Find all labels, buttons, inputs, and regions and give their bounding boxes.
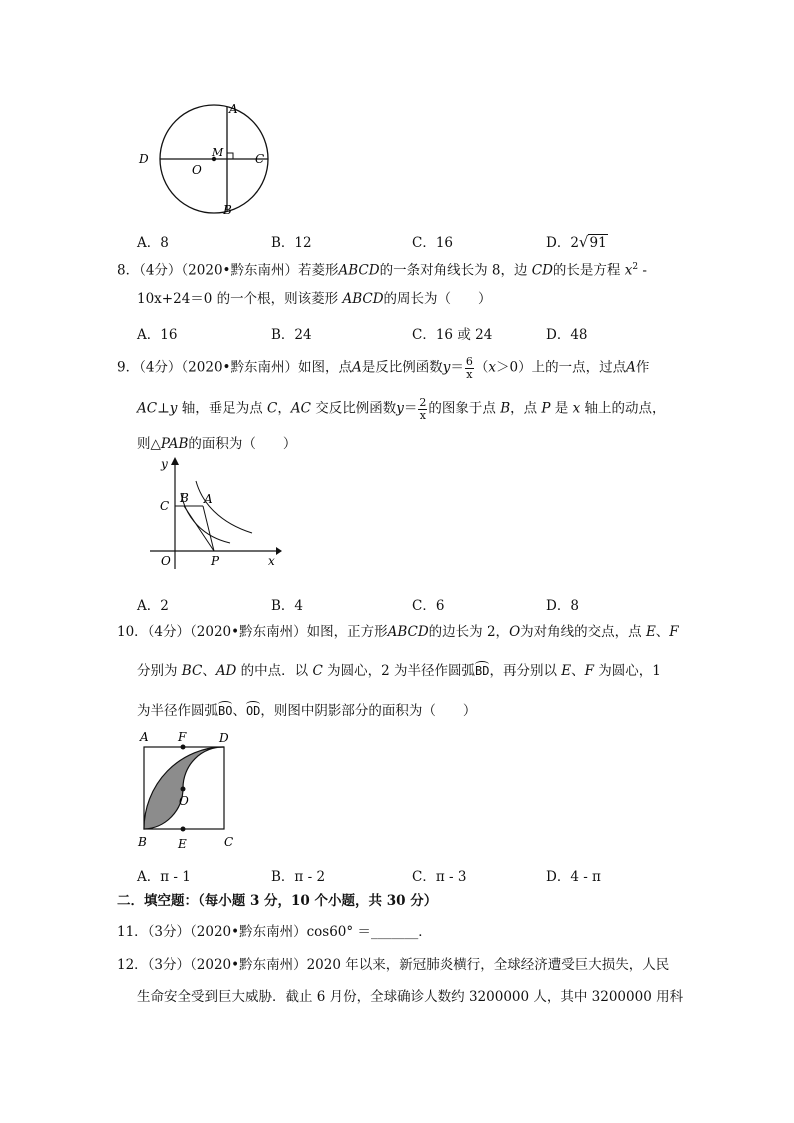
- radicand: 91: [589, 235, 607, 251]
- label-o: O: [161, 554, 171, 568]
- q10-option-d: D．4 - π: [546, 869, 601, 885]
- point-f: [181, 745, 186, 750]
- q7-option-d: D．2√91: [546, 233, 607, 251]
- label-b: B: [138, 835, 147, 849]
- q10-square-figure: [134, 728, 244, 854]
- label-y: y: [161, 457, 168, 471]
- q9-option-d: D．8: [546, 598, 579, 614]
- q11-line: 11．（3分）（2020•黔东南州）cos60° ＝_______．: [117, 924, 432, 940]
- fraction-2-over-x: $\frac{2}{x}$: [419, 396, 427, 422]
- q9-option-b: B．4: [271, 598, 304, 614]
- q7-option-a: A．8: [137, 235, 169, 251]
- q10-line1: 10．（4分）（2020•黔东南州）如图，正方形ABCD的边长为 2，O为对角线的交点，点 E、F: [117, 624, 679, 640]
- section-heading: 二．填空题：（每小题 3 分，10 个小题，共 30 分）: [117, 893, 438, 909]
- label-c: C: [224, 835, 234, 849]
- point-o: [181, 787, 186, 792]
- q8-line1: 8．（4分）（2020•黔东南州）若菱形ABCD的一条对角线长为 8，边 CD的长是方程 $x^2$ -: [117, 262, 647, 279]
- segment-ap: [203, 506, 214, 551]
- sqrt-sign: √: [578, 233, 589, 251]
- label-d: D: [219, 731, 229, 745]
- y-axis-arrow: [171, 457, 179, 465]
- label-d: D: [139, 152, 149, 166]
- label-c: C: [160, 499, 170, 513]
- x-axis-arrow: [276, 547, 282, 555]
- q10-line2: 分别为 BC、AD 的中点．以 C 为圆心，2 为半径作圆弧BD，再分别以 E、F 为圆心，1: [137, 663, 661, 679]
- q8-option-d: D．48: [546, 327, 588, 343]
- label-a: A: [140, 730, 149, 744]
- q9-line1: 9．（4分）（2020•黔东南州）如图，点A是反比例函数y＝ $\frac{6}{x}$ （x＞0）上的一点，过点A作: [117, 355, 650, 381]
- q12-line1: 12．（3分）（2020•黔东南州）2020 年以来，新冠肺炎横行，全球经济遭受巨大损失，人民: [117, 957, 670, 973]
- q8-line2: 10x+24＝0 的一个根，则该菱形 ABCD的周长为（ ）: [137, 291, 492, 307]
- q8-option-b: B．24: [271, 327, 312, 343]
- q9-option-a: A．2: [137, 598, 169, 614]
- label-a: A: [204, 492, 213, 506]
- q7-circle-figure: [135, 100, 285, 220]
- q10-option-b: B．π - 2: [271, 869, 326, 885]
- label-x: x: [268, 554, 275, 568]
- q10-option-a: A．π - 1: [137, 869, 191, 885]
- arc-od: OD: [245, 704, 261, 718]
- label-a: A: [229, 102, 238, 116]
- q9-option-c: C．6: [412, 598, 445, 614]
- segment-bp: [184, 506, 214, 551]
- label-o: O: [179, 794, 189, 808]
- q9-graph-figure: [150, 455, 285, 573]
- q9-line2: AC⊥y 轴，垂足为点 C，AC 交反比例函数y＝ $\frac{2}{x}$ 的图象于点 B，点 P 是 x 轴上的动点，: [137, 396, 666, 422]
- label-e: E: [178, 837, 187, 851]
- q9-line3: 则△PAB的面积为（ ）: [137, 436, 297, 452]
- q12-line2: 生命安全受到巨大威胁．截止 6 月份，全球确诊人数约 3200000 人，其中 3200000 用科: [137, 989, 684, 1005]
- fraction-6-over-x: $\frac{6}{x}$: [465, 355, 473, 381]
- arc-bd: BD: [475, 664, 490, 678]
- right-angle-mark: [227, 153, 233, 159]
- label-b: B: [223, 203, 232, 217]
- label-o: O: [192, 163, 202, 177]
- point-e: [181, 827, 186, 832]
- label-f: F: [178, 730, 187, 744]
- arc-bo: BO: [218, 704, 233, 718]
- q7-option-b: B．12: [271, 235, 312, 251]
- q8-option-c: C．16 或 24: [412, 327, 493, 343]
- q10-line3: 为半径作圆弧BO、OD，则图中阴影部分的面积为（ ）: [137, 703, 477, 719]
- label-b: B: [180, 491, 189, 505]
- label-c: C: [255, 152, 265, 166]
- answer-blank[interactable]: _______: [370, 924, 419, 940]
- q7-option-c: C．16: [412, 235, 454, 251]
- q8-option-a: A．16: [137, 327, 178, 343]
- q10-option-c: C．π - 3: [412, 869, 467, 885]
- curve-6-over-x: [196, 481, 252, 533]
- label-p: P: [211, 554, 220, 568]
- label-m: M: [212, 146, 224, 159]
